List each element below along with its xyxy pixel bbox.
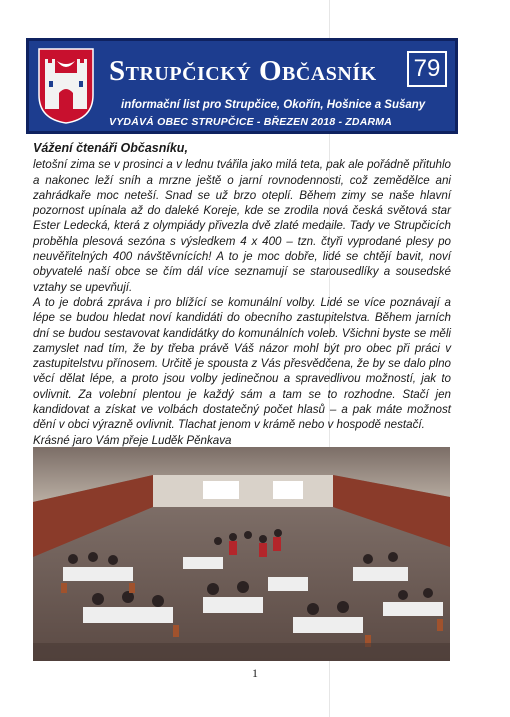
- masthead: [26, 38, 458, 134]
- town-coat-of-arms-icon: [37, 47, 95, 125]
- publisher-line: VYDÁVÁ OBEC STRUPČICE - BŘEZEN 2018 - ZDARMA: [109, 116, 392, 128]
- page-number: 1: [252, 666, 258, 680]
- issue-number: 79: [407, 51, 447, 87]
- newsletter-subtitle: informační list pro Strupčice, Okořín, Hošnice a Sušany: [121, 99, 426, 111]
- article-paragraph-1: letošní zima se v prosinci a v lednu tvářila jako milá teta, pak ale pořádně přituhlo a nakonec leží sníh a mrzne ještě o jarní rovnodennosti, což zemědělce ani zahrádkaře moc neteší. Snad se už brzo oteplí. Během zimy se naše hlavní pozornost upínala až do daleké Koreje, kde se zrodila nová česká světová star Ester Ledecká, která z olympiády přivezla dvě zlaté medaile. Tady ve Strupčicích proběhla plesová sezóna s výsledkem 4 x 400 – tzn. čtyři vyprodané plesy po neuvěřitelných 400 návštěvnících! A to je moc dobře, lidé se chtějí bavit, noví obyvatelé naší obce se čím dál více seznamují se starousedlíky a sousedské vztahy se upevňují.: [33, 158, 451, 294]
- newsletter-title: Strupčický Občasník: [109, 55, 377, 87]
- article-greeting: Vážení čtenáři Občasníku,: [33, 141, 188, 155]
- editorial-article: [33, 141, 451, 448]
- ball-hall-photo: [33, 447, 450, 661]
- article-paragraph-2: A to je dobrá zpráva i pro blížící se komunální volby. Lidé se více poznávají a lépe se budou hledat noví kandidáti do obecního zastupitelstva. Během jarních dní se budou sestavovat kandidátky do komunálních voleb. Všichni byste se měli zamyslet nad tím, že by třeba právě Váš názor mohl být pro obec při práci v zastupitelstvu přínosem. Určitě je spousta z Vás přesvědčena, že by se dalo plno věcí dělat lépe, a proto jsou volby jedinečnou a spravedlivou možností, jak to ovlivnit. Za volební plentou je každý sám a tam se to rozhodne. Stačí jen kandidovat a získat ve volbách dostatečný počet hlasů – a pak máte možnost dění v obci výrazně ovlivnit. Tlachat jenom v krámě nebo v hospodě nestačí.: [33, 295, 451, 432]
- ballroom-photo-image: [33, 447, 450, 661]
- article-signature: Krásné jaro Vám přeje Luděk Pěnkava: [33, 433, 232, 447]
